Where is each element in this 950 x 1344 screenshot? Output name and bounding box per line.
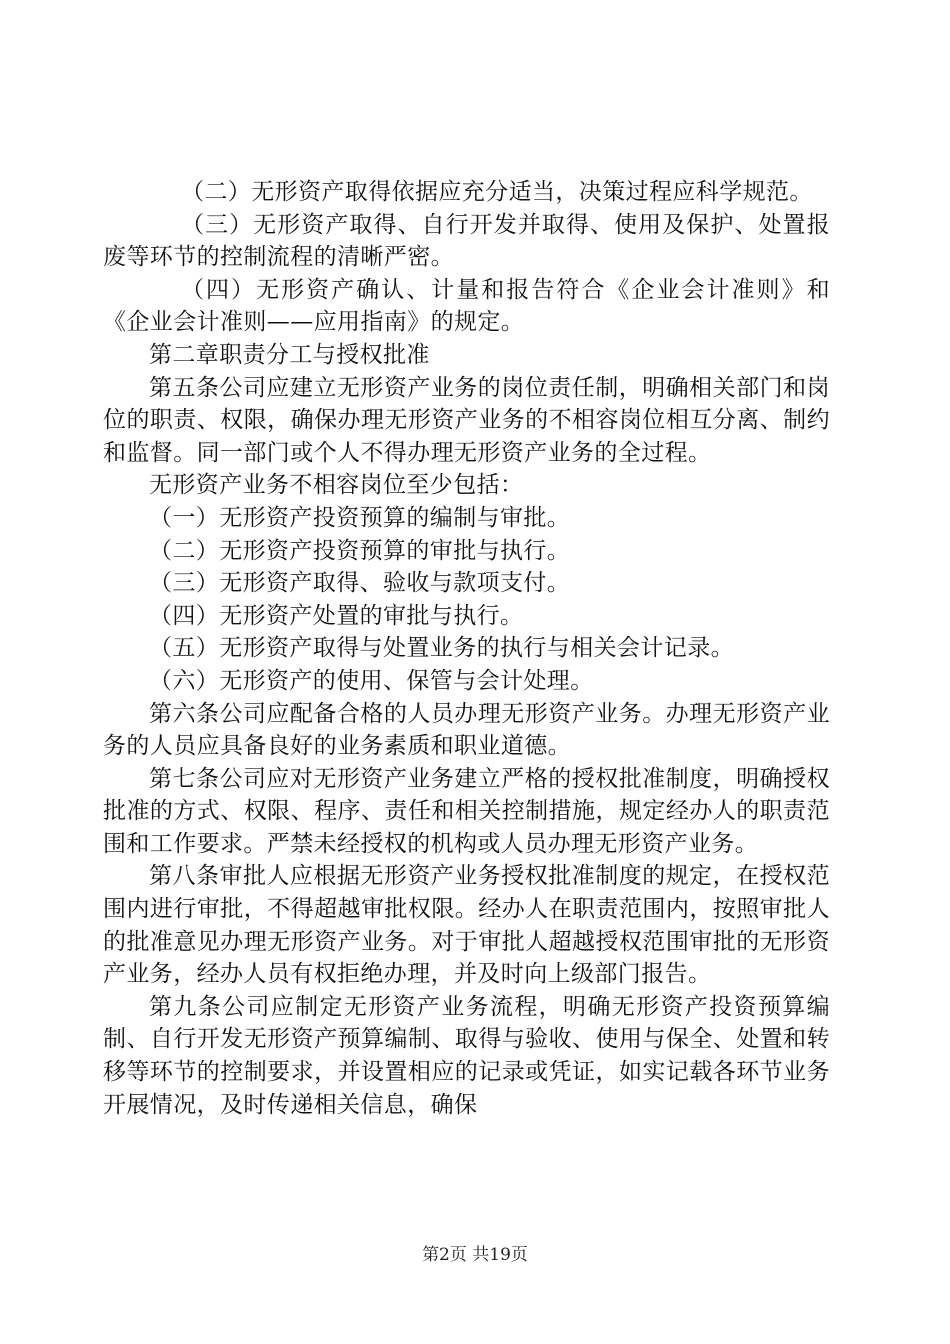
paragraph-item-4: （四）无形资产确认、计量和报告符合《企业会计准则》和《企业会计准则——应用指南》的规定。 [103,276,830,336]
list-item-6: （六）无形资产的使用、保管与会计处理。 [149,667,594,694]
list-item-2: （二）无形资产投资预算的审批与执行。 [149,537,571,564]
article-7: 第七条公司应对无形资产业务建立严格的授权批准制度，明确授权批准的方式、权限、程序、责任和相关控制措施，规定经办人的职责范围和工作要求。严禁未经授权的机构或人员办理无形资产业务。 [103,765,830,857]
list-item-5: （五）无形资产取得与处置业务的执行与相关会计记录。 [149,635,734,662]
document-body [103,176,830,1121]
article-9: 第九条公司应制定无形资产业务流程，明确无形资产投资预算编制、自行开发无形资产预算编制、取得与验收、使用与保全、处置和转移等环节的控制要求，并设置相应的记录或凭证，如实记载各环节业务开展情况，及时传递相关信息，确保 [103,993,830,1118]
list-item-3: （三）无形资产取得、验收与款项支付。 [149,570,571,597]
list-item-4: （四）无形资产处置的审批与执行。 [149,602,524,629]
article-6: 第六条公司应配备合格的人员办理无形资产业务。办理无形资产业务的人员应具备良好的业务素质和职业道德。 [103,700,830,760]
article-8: 第八条审批人应根据无形资产业务授权批准制度的规定，在授权范围内进行审批，不得超越审批权限。经办人在职责范围内，按照审批人的批准意见办理无形资产业务。对于审批人超越授权范围审批的无形资产业务，经办人员有权拒绝办理，并及时向上级部门报告。 [103,863,830,988]
paragraph-item-2: （二）无形资产取得依据应充分适当，决策过程应科学规范。 [181,179,813,205]
chapter-heading: 第二章职责分工与授权批准 [149,341,430,368]
article-5: 第五条公司应建立无形资产业务的岗位责任制，明确相关部门和岗位的职责、权限，确保办理无形资产业务的不相容岗位相互分离、制约和监督。同一部门或个人不得办理无形资产业务的全过程。 [103,374,830,466]
paragraph-item-3: （三）无形资产取得、自行开发并取得、使用及保护、处置报废等环节的控制流程的清晰严密。 [103,211,830,271]
incompatible-posts-intro: 无形资产业务不相容岗位至少包括： [149,472,524,499]
list-item-1: （一）无形资产投资预算的编制与审批。 [149,504,571,531]
page-number-footer: 第2页 共19页 [422,1245,528,1265]
